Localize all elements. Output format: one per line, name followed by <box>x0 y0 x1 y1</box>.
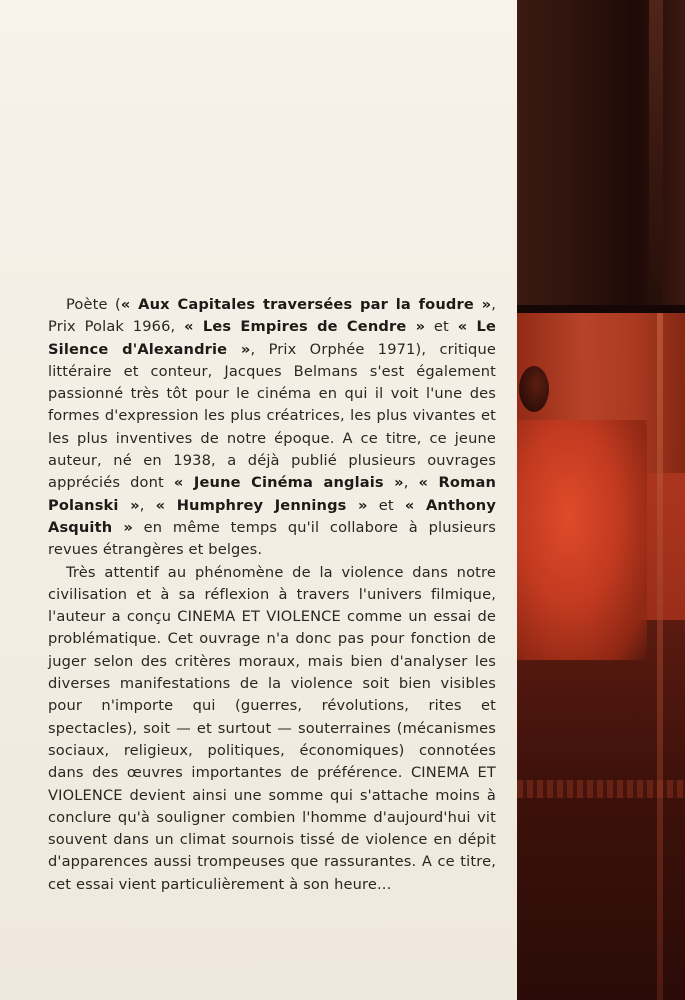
text-run: , <box>139 496 156 514</box>
photo-light-stripe <box>657 313 663 1000</box>
text-run: et <box>367 496 405 514</box>
text-run: et <box>425 318 458 336</box>
blurb-text <box>48 294 496 896</box>
text-run: , <box>403 474 419 492</box>
text-run: , Prix Orphée 1971), critique littéraire et conteur, Jacques Belmans s'est également passionné très tôt pour le cinéma en qui il voit l'une des formes d'expression les plus créatrices, les plus vivantes et les plus inventives de notre époque. A ce titre, ce jeune auteur, né en 1938, a déjà publié plusieurs ouvrages appréciés dont <box>48 340 496 492</box>
text-run: , Prix Polak 1966, <box>48 296 496 336</box>
book-title: « Humphrey Jennings » <box>155 496 368 514</box>
text-run: Poète ( <box>66 296 121 313</box>
paragraph-book-summary: Très attentif au phénomène de la violence dans notre civilisation et à sa réflexion à travers l'univers filmique, l'auteur a conçu CINEMA ET VIOLENCE comme un essai de problématique. Cet ouvrage n'a donc pas pour fonction de juger selon des critères moraux, mais bien d'analyser les diverses manifestations de la violence soit bien visibles pour n'importe qui (guerres, révolutions, rites et spectacles), soit — et surtout — souterraines (mécanismes sociaux, religieux, politiques, économiques) connotées dans des œuvres importantes de préférence. CINEMA ET VIOLENCE devient ainsi une somme qui s'attache moins à conclure qu'à souligner combien l'homme d'aujourd'hui vit souvent dans un climat sournois tissé de violence en dépit d'apparences aussi trompeuses que rassurantes. A ce titre, cet essai vient particulièrement à son heure... <box>48 563 496 893</box>
cover-photograph <box>517 0 685 1000</box>
photo-figure <box>517 420 647 660</box>
photo-figure-head <box>519 366 549 412</box>
paragraph-author-bio <box>48 294 496 562</box>
book-title: « Roman Polanski » <box>48 474 496 514</box>
text-run: en même temps qu'il collabore à plusieurs revues étrangères et belges. <box>48 518 497 559</box>
photo-divider <box>517 305 685 313</box>
photo-dark-stripe <box>649 0 663 305</box>
book-title: « Les Empires de Cendre » <box>184 318 426 336</box>
book-title: « Le Silence d'Alexandrie » <box>48 318 496 358</box>
book-title: « Anthony Asquith » <box>48 496 496 536</box>
book-title: « Jeune Cinéma anglais » <box>173 474 404 492</box>
book-title: « Aux Capitales traversées par la foudre » <box>120 296 492 313</box>
